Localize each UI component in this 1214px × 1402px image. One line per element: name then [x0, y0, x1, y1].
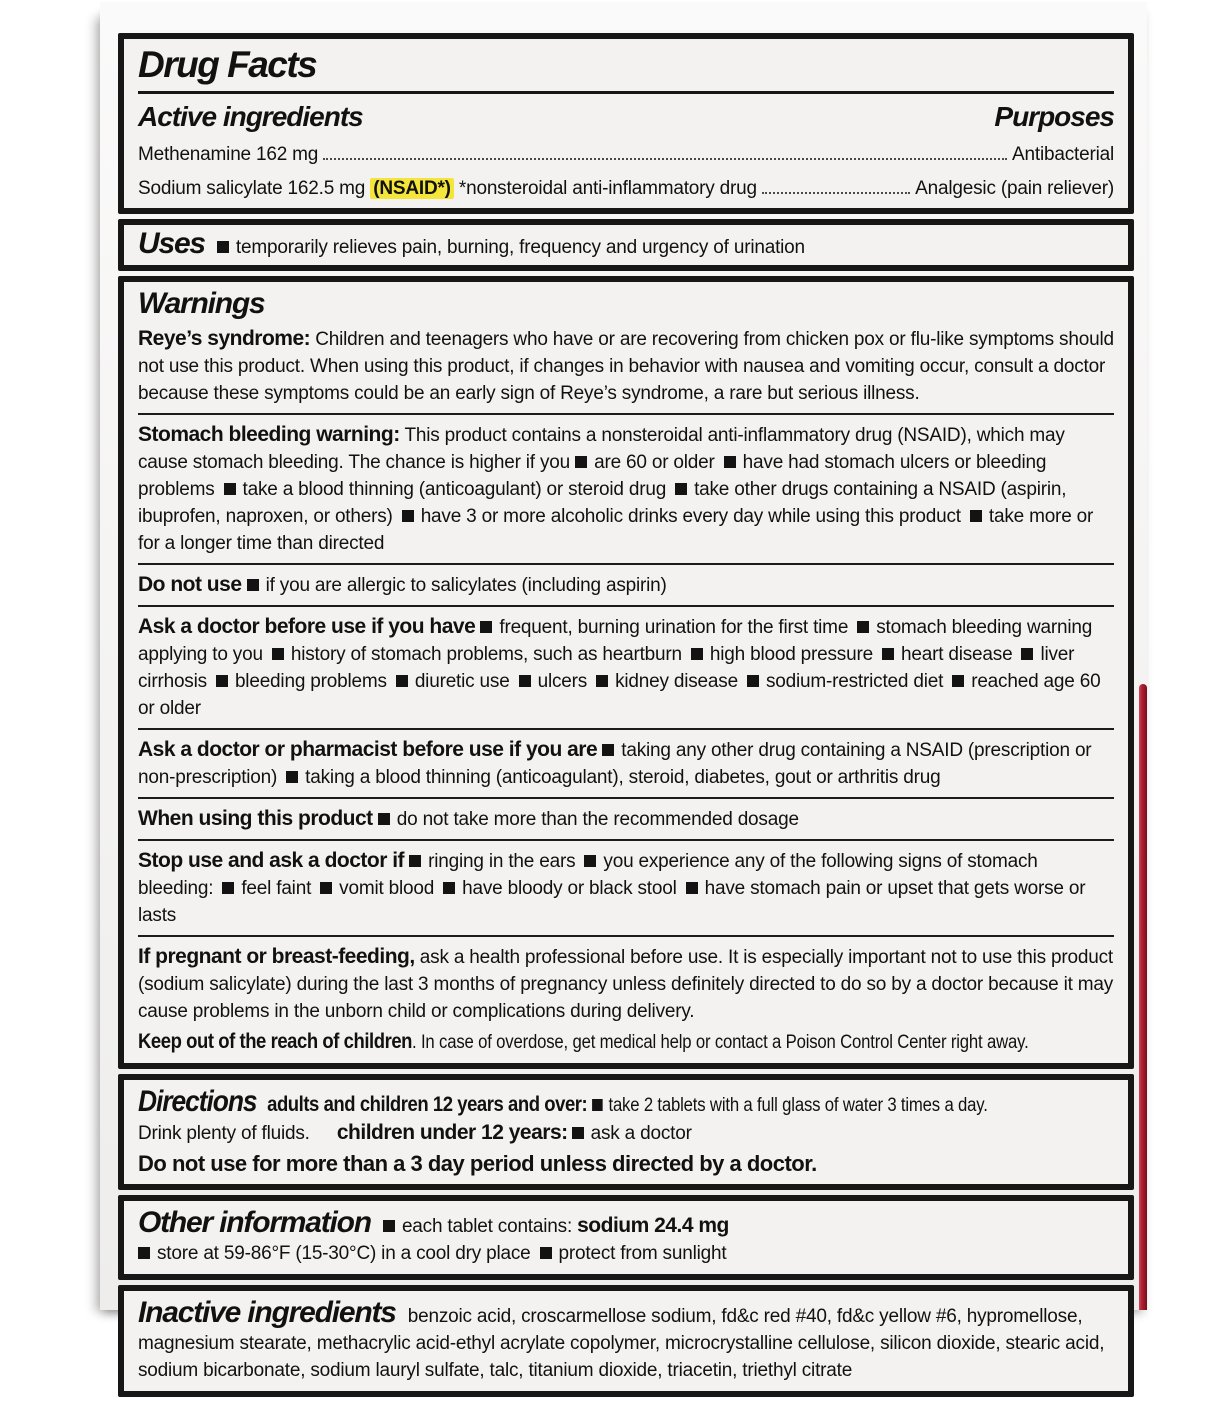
warning-item: diuretic use — [396, 671, 510, 692]
warning-item: have 3 or more alcoholic drinks every day while using this product — [402, 506, 961, 527]
reye-syndrome-head: Reye’s syndrome: — [138, 327, 311, 350]
stop-use-head: Stop use and ask a doctor if — [138, 849, 405, 872]
warning-item: ulcers — [519, 671, 587, 692]
warning-item: heart disease — [882, 644, 1012, 665]
section-inactive-ingredients — [118, 1285, 1134, 1397]
warning-item: take a blood thinning (anticoagulant) or steroid drug — [224, 479, 667, 500]
warning-item: bleeding problems — [216, 671, 387, 692]
drug-facts-title: Drug Facts — [138, 44, 317, 85]
divider — [138, 797, 1114, 799]
purposes-label: Purposes — [994, 101, 1114, 132]
warning-item: high blood pressure — [691, 644, 873, 665]
pregnant-paragraph — [138, 943, 1114, 1025]
divider — [138, 605, 1114, 607]
divider — [138, 839, 1114, 841]
directions-limit-text: Do not use for more than a 3 day period unless directed by a doctor. — [138, 1151, 817, 1176]
divider — [138, 413, 1114, 415]
warning-item: if you are allergic to salicylates (including aspirin) — [247, 575, 667, 596]
uses-item: temporarily relieves pain, burning, frequency and urgency of urination — [217, 237, 805, 258]
warning-item: have had stomach ulcers or bleeding problems — [138, 452, 1047, 500]
warnings-heading: Warnings — [138, 287, 265, 320]
pregnant-head: If pregnant or breast-feeding, — [138, 945, 415, 968]
package-red-edge-stripe — [1139, 684, 1147, 1310]
keep-out-text: . In case of overdose, get medical help or contact a Poison Control Center right away. — [412, 1032, 1029, 1053]
warning-item: reached age 60 or older — [138, 671, 1101, 719]
active-ingredients-label: Active ingredients — [138, 101, 363, 132]
section-directions — [118, 1074, 1134, 1190]
ingredient-row — [138, 176, 1114, 201]
dot-leader — [762, 192, 910, 194]
warning-item: liver cirrhosis — [138, 644, 1075, 692]
warning-item: are 60 or older — [575, 452, 715, 473]
other-info-item: protect from sunlight — [540, 1243, 727, 1264]
title-rule — [138, 91, 1114, 94]
pregnant-text: ask a health professional before use. It is especially important not to use this product (sodium salicylate) during the last 3 months of pregnancy unless definitely directed to do so by a doctor because it may cause problems in the unborn child or complications during delivery. — [138, 947, 1114, 1022]
divider — [138, 935, 1114, 937]
warning-item: sodium-restricted diet — [747, 671, 943, 692]
section-other-information — [118, 1195, 1134, 1280]
directions-children-item: ask a doctor — [572, 1123, 692, 1144]
warning-item: you experience any of the following signs of stomach bleeding: — [138, 851, 1038, 899]
uses-line — [138, 227, 1114, 261]
ask-pharmacist-paragraph — [138, 736, 1114, 791]
warning-item: have bloody or black stool — [443, 878, 677, 899]
sodium-amount: sodium 24.4 mg — [577, 1214, 729, 1237]
keep-out-paragraph — [138, 1028, 1114, 1056]
other-info-heading: Other information — [138, 1206, 371, 1239]
section-uses — [118, 219, 1134, 271]
other-info-item: store at 59-86°F (15-30°C) in a cool dry place — [138, 1243, 531, 1264]
other-info-line1 — [138, 1206, 1114, 1240]
inactive-ingredients-paragraph — [138, 1296, 1114, 1384]
do-not-use-paragraph — [138, 571, 1114, 599]
directions-adults-head: adults and children 12 years and over: — [267, 1093, 588, 1116]
inactive-ingredients-text: benzoic acid, croscarmellose sodium, fd&c red #40, fd&c yellow #6, hypromellose, magnesium stearate, methacrylic acid-ethyl acrylate copolymer, microcrystalline cellulose, silicon dioxide, stearic acid, sodium bicarbonate, sodium lauryl sulfate, talc, titanium dioxide, triacetin, triethyl citrate — [138, 1306, 1105, 1381]
warning-item: taking any other drug containing a NSAID (prescription or non-prescription) — [138, 740, 1092, 788]
ingredient-purpose: Analgesic (pain reliever) — [915, 178, 1114, 199]
stomach-bleeding-head: Stomach bleeding warning: — [138, 423, 400, 446]
warning-item: feel faint — [222, 878, 311, 899]
dot-leader — [323, 158, 1007, 160]
warning-item: vomit blood — [320, 878, 434, 899]
divider — [138, 563, 1114, 565]
do-not-use-head: Do not use — [138, 573, 242, 596]
directions-children-head: children under 12 years: — [336, 1121, 568, 1144]
column-headers — [138, 100, 1114, 133]
ingredient-purpose: Antibacterial — [1012, 144, 1114, 165]
reye-syndrome-text: Children and teenagers who have or are recovering from chicken pox or flu-like symptoms should not use this product. When using this product, if changes in behavior with nausea and vomiting occur, consult a doctor because these symptoms could be an early sign of Reye’s syndrome, a rare but serious illness. — [138, 329, 1114, 404]
other-info-line2 — [138, 1240, 1114, 1267]
stomach-bleeding-intro: This product contains a nonsteroidal anti-inflammatory drug (NSAID), which may cause stomach bleeding. The chance is higher if you — [138, 425, 1065, 473]
warning-item: stomach bleeding warning applying to you — [138, 617, 1093, 665]
section-warnings — [118, 276, 1134, 1069]
warning-item: take more or for a longer time than directed — [138, 506, 1094, 554]
keep-out-head: Keep out of the reach of children — [138, 1030, 413, 1053]
directions-fluids-text: Drink plenty of fluids. — [138, 1123, 310, 1144]
warning-item: history of stomach problems, such as heartburn — [272, 644, 682, 665]
other-info-contains: each tablet contains: sodium 24.4 mg — [383, 1216, 729, 1237]
stomach-bleeding-paragraph — [138, 421, 1114, 557]
ask-doctor-head: Ask a doctor before use if you have — [138, 615, 476, 638]
stop-use-paragraph — [138, 847, 1114, 929]
ingredient-name: Sodium salicylate 162.5 mg (NSAID*) *nonsteroidal anti-inflammatory drug — [138, 178, 757, 199]
directions-adults-item: take 2 tablets with a full glass of water 3 times a day. — [592, 1095, 988, 1116]
warning-item: have stomach pain or upset that gets worse or lasts — [138, 878, 1086, 926]
ask-pharmacist-head: Ask a doctor or pharmacist before use if you are — [138, 738, 598, 761]
when-using-head: When using this product — [138, 807, 373, 830]
directions-line-children — [138, 1119, 1114, 1147]
warning-item: do not take more than the recommended dosage — [378, 809, 799, 830]
ingredient-name: Methenamine 162 mg — [138, 144, 319, 165]
divider — [138, 728, 1114, 730]
warning-item: take other drugs containing a NSAID (aspirin, ibuprofen, naproxen, or others) — [138, 479, 1067, 527]
warning-item: ringing in the ears — [409, 851, 575, 872]
directions-line-adults — [138, 1085, 1114, 1119]
warning-item: frequent, burning urination for the first time — [480, 617, 848, 638]
warning-item: taking a blood thinning (anticoagulant), steroid, diabetes, gout or arthritis drug — [286, 767, 940, 788]
product-package — [100, 2, 1147, 1381]
ingredient-row — [138, 142, 1114, 167]
warning-item: kidney disease — [596, 671, 738, 692]
when-using-paragraph — [138, 805, 1114, 833]
reye-syndrome-paragraph — [138, 325, 1114, 407]
ask-doctor-paragraph — [138, 613, 1114, 722]
drug-facts-panel — [118, 33, 1134, 1402]
inactive-ingredients-heading: Inactive ingredients — [138, 1296, 396, 1329]
uses-heading: Uses — [138, 227, 205, 260]
section-header — [118, 33, 1134, 214]
nsaid-highlight: (NSAID*) — [370, 178, 454, 199]
directions-heading: Directions — [138, 1085, 257, 1118]
